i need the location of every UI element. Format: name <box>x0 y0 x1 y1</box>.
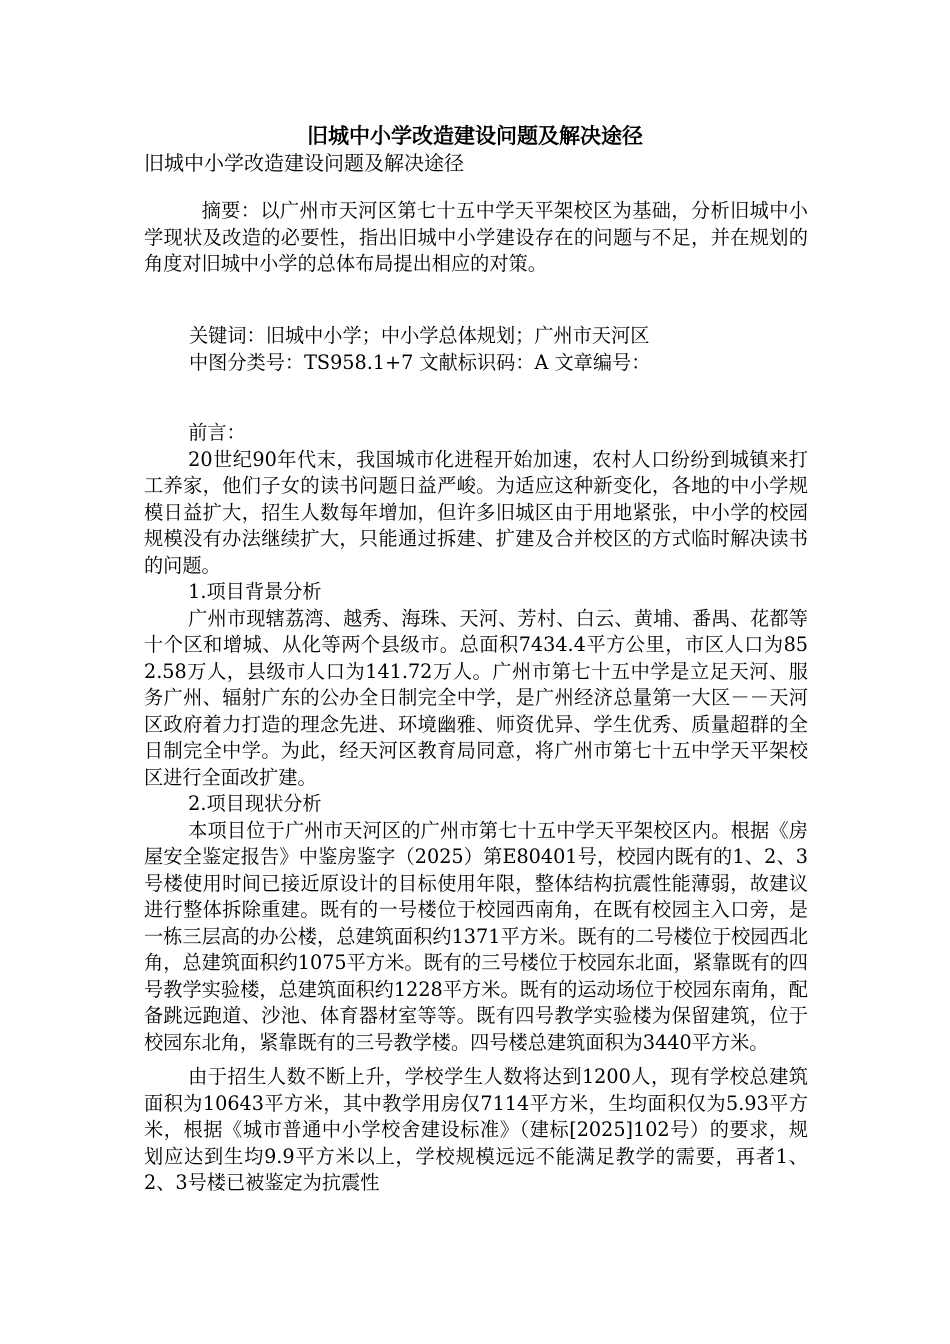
document-title: 旧城中小学改造建设问题及解决途径 <box>307 123 643 148</box>
section-2-paragraph: 本项目位于广州市天河区的广州市第七十五中学天平架校区内。根据《房屋安全鉴定报告》中鉴房鉴字（2025）第E80401号，校园内既有的1、2、3号楼使用时间已接近原设计的目标使用年限，整体结构抗震性能薄弱，故建议进行整体拆除重建。既有的一号楼位于校园西南角，在既有校园主入口旁，是一栋三层高的办公楼，总建筑面积约1371平方米。既有的二号楼位于校园西北角，总建筑面积约1075平方米。既有的三号楼位于校园东北面，紧靠既有的四号教学实验楼，总建筑面积约1228平方米。既有的运动场位于校园东南角，配备跳远跑道、沙池、体育器材室等等。既有四号教学实验楼为保留建筑，位于校园东北角，紧靠既有的三号教学楼。四号楼总建筑面积为3440平方米。 <box>144 818 808 1054</box>
body-text <box>144 420 808 1197</box>
section-2-paragraph-b: 由于招生人数不断上升，学校学生人数将达到1200人，现有学校总建筑面积为10643平方米，其中教学用房仅7114平方米，生均面积仅为5.93平方米，根据《城市普通中小学校舍建设标准》（建标[2025]102号）的要求，规划应达到生均9.9平方米以上，学校规模远远不能满足教学的需要，再者1、2、3号楼已被鉴定为抗震性 <box>144 1065 808 1194</box>
preface-paragraph: 20世纪90年代末，我国城市化进程开始加速，农村人口纷纷到城镇来打工养家，他们子女的读书问题日益严峻。为适应这种新变化，各地的中小学规模日益扩大，招生人数每年增加，但许多旧城区由于用地紧张，中小学的校园规模没有办法继续扩大，只能通过拆建、扩建及合并校区的方式临时解决读书的问题。 <box>144 447 808 577</box>
abstract-paragraph: 摘要：以广州市天河区第七十五中学天平架校区为基础，分析旧城中小学现状及改造的必要性，指出旧城中小学建设存在的问题与不足，并在规划的角度对旧城中小学的总体布局提出相应的对策。 <box>144 199 808 275</box>
preface-label: 前言： <box>188 421 246 444</box>
section-2-heading: 2.项目现状分析 <box>188 792 322 815</box>
section-1-heading: 1.项目背景分析 <box>188 580 322 603</box>
section-1-paragraph: 广州市现辖荔湾、越秀、海珠、天河、芳村、白云、黄埔、番禺、花都等十个区和增城、从化等两个县级市。总面积7434.4平方公里，市区人口为852.58万人，县级市人口为141.72万人。广州市第七十五中学是立足天河、服务广州、辐射广东的公办全日制完全中学，是广州经济总量第一大区－－天河区政府着力打造的理念先进、环境幽雅、师资优异、学生优秀、质量超群的全日制完全中学。为此，经天河区教育局同意，将广州市第七十五中学天平架校区进行全面改扩建。 <box>144 606 808 789</box>
keywords-line: 关键词：旧城中小学；中小学总体规划；广州市天河区 <box>189 324 650 347</box>
document-subtitle: 旧城中小学改造建设问题及解决途径 <box>144 151 464 175</box>
classification-line: 中图分类号：TS958.1+7 文献标识码：A 文章编号： <box>189 351 651 374</box>
